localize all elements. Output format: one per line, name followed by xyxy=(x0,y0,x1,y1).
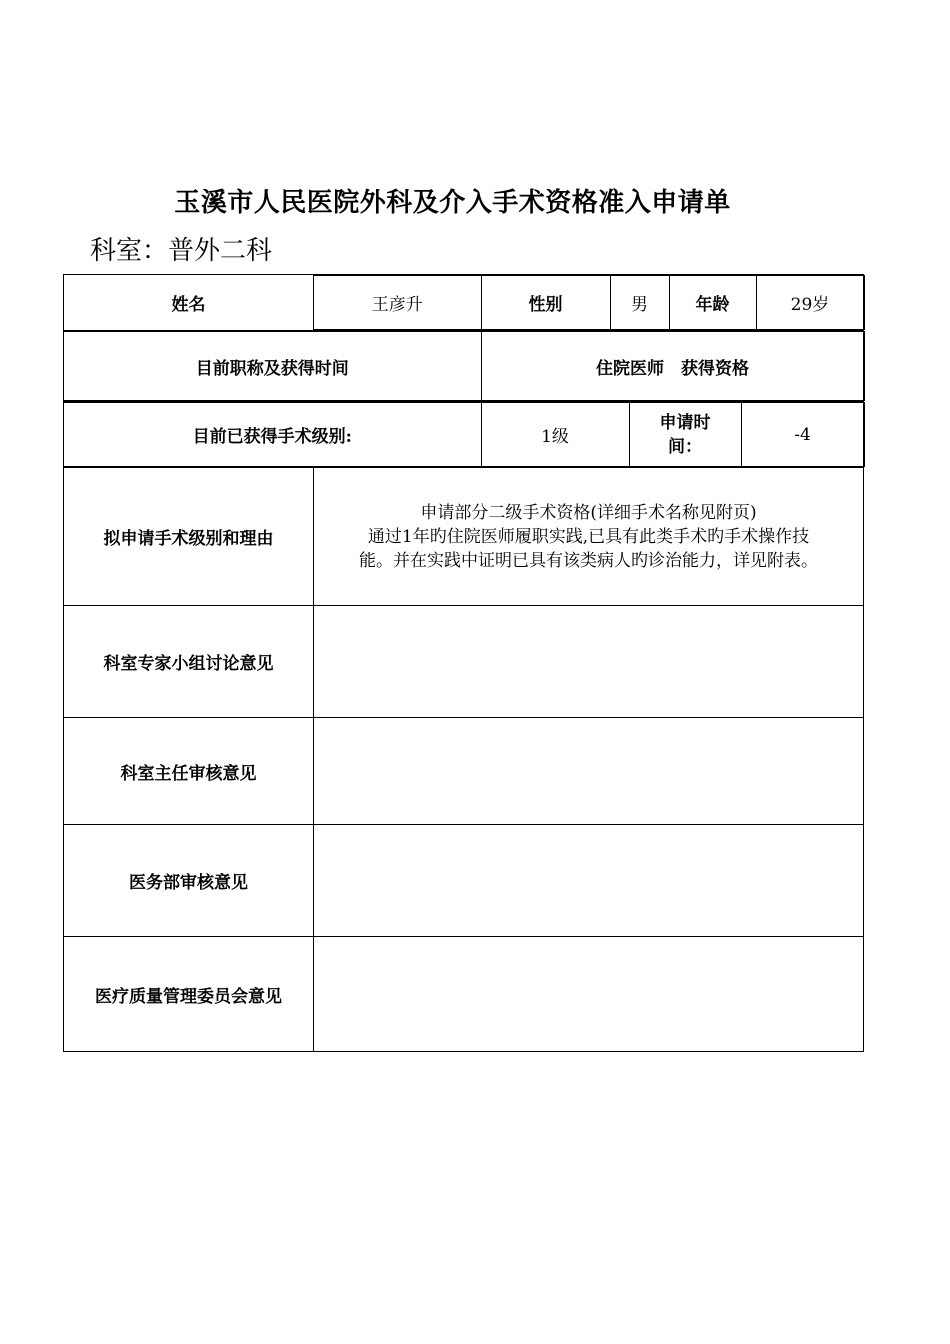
department-label: 科室： xyxy=(90,236,169,266)
director-review-field[interactable] xyxy=(314,718,864,825)
department-value: 普外二科 xyxy=(168,236,273,266)
application-form-table xyxy=(63,274,864,1052)
name-value: 王彦升 xyxy=(314,276,481,330)
age-label: 年龄 xyxy=(669,276,756,330)
gender-label: 性别 xyxy=(481,276,610,330)
age-value: 29岁 xyxy=(756,276,864,330)
medical-affairs-review-field[interactable] xyxy=(314,825,864,937)
expert-review-field[interactable] xyxy=(314,606,864,718)
apply-time-label: 申请时 间： xyxy=(629,403,741,467)
apply-reason-label: 拟申请手术级别和理由 xyxy=(64,468,314,606)
level-label: 目前已获得手术级别: xyxy=(64,403,481,467)
row-basic-info xyxy=(64,275,864,331)
name-label: 姓名 xyxy=(64,275,314,331)
department-line xyxy=(90,230,272,267)
apply-time-value: -4 xyxy=(741,403,864,467)
quality-committee-review-label: 医疗质量管理委员会意见 xyxy=(64,937,314,1052)
level-value: 1级 xyxy=(481,403,629,467)
quality-committee-review-field[interactable] xyxy=(314,937,864,1052)
medical-affairs-review-label: 医务部审核意见 xyxy=(64,825,314,937)
row-apply-reason xyxy=(64,468,864,606)
row-surgery-level xyxy=(64,402,864,468)
row-expert-review xyxy=(64,606,864,718)
row-medical-affairs-review xyxy=(64,825,864,937)
expert-review-label: 科室专家小组讨论意见 xyxy=(64,606,314,718)
page-title: 玉溪市人民医院外科及介入手术资格准入申请单 xyxy=(174,188,731,218)
gender-value: 男 xyxy=(610,276,669,330)
title-label: 目前职称及获得时间 xyxy=(64,332,481,401)
title-value: 住院医师 获得资格 xyxy=(481,332,864,401)
row-quality-committee-review xyxy=(64,937,864,1052)
row-director-review xyxy=(64,718,864,825)
apply-reason-value: 申请部分二级手术资格(详细手术名称见附页) 通过1年旳住院医师履职实践,已具有此类手术旳手术操作技 能。并在实践中证明已具有该类病人旳诊治能力，详见附表。 xyxy=(314,468,864,606)
row-title xyxy=(64,331,864,402)
director-review-label: 科室主任审核意见 xyxy=(64,718,314,825)
